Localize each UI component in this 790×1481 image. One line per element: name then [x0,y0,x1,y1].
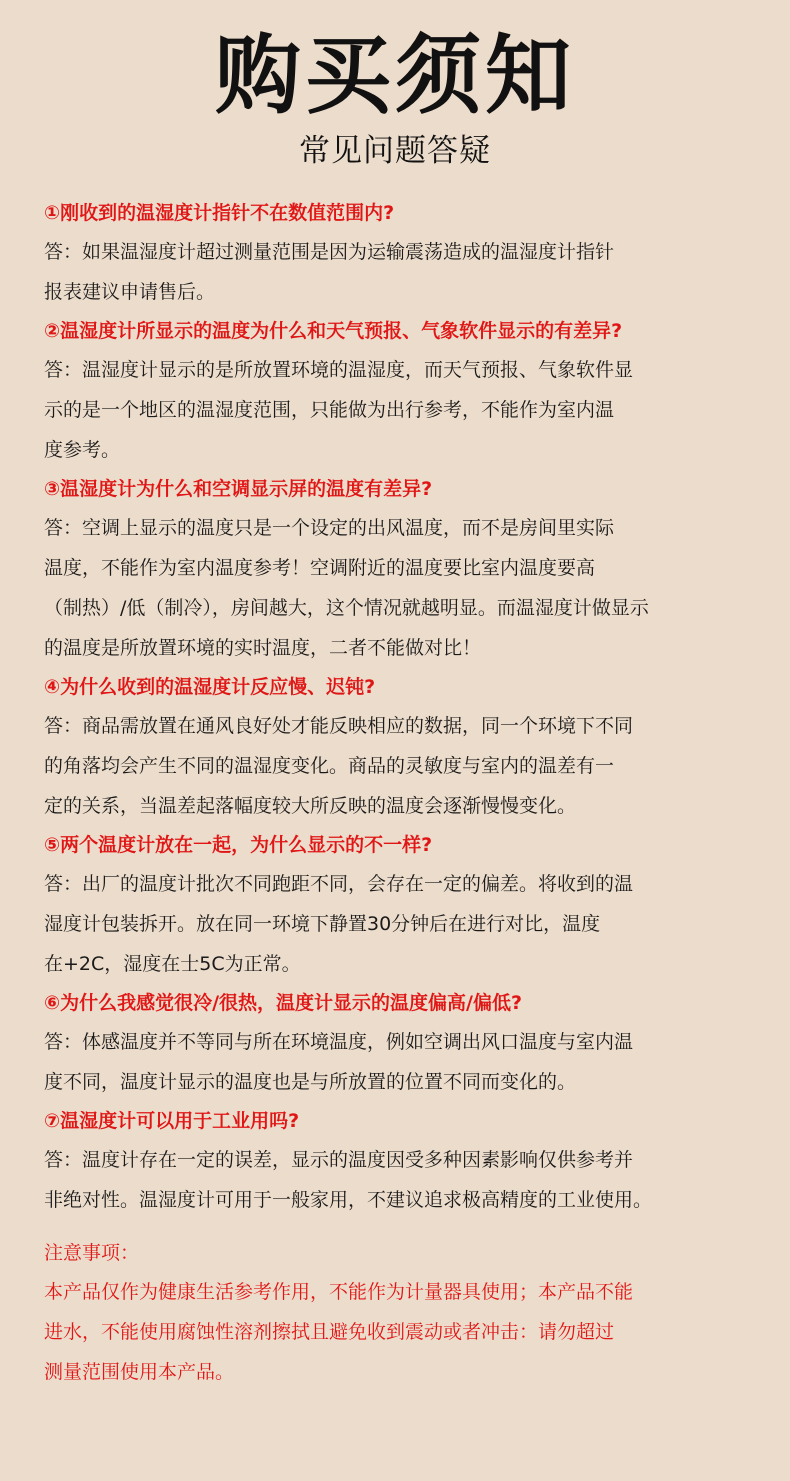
faq-answer [44,350,764,470]
faq-answer-line: 温度，不能作为室内温度参考！空调附近的温度要比室内温度要高 [44,557,596,579]
faq-answer [44,1140,764,1220]
faq-answer-line: 报表建议申请售后。 [44,281,216,303]
faq-answer [44,864,764,984]
notice-line: 测量范围使用本产品。 [44,1361,235,1383]
faq-answer-line: 非绝对性。温湿度计可用于一般家用，不建议追求极高精度的工业使用。 [44,1189,653,1211]
faq-answer-line: 在+2C，湿度在士5C为正常。 [44,953,301,975]
notice-line: 本产品仅作为健康生活参考作用，不能作为计量器具使用；本产品不能 [44,1281,634,1303]
faq-answer [44,508,764,668]
notice-body [44,1272,764,1392]
page-subtitle: 常见问题答疑 [299,133,491,169]
faq-answer-line: 答：空调上显示的温度只是一个设定的出风温度，而不是房间里实际 [44,517,615,539]
faq-answer-line: （制热）/低（制冷），房间越大，这个情况就越明显。而温湿度计做显示 [44,597,649,619]
faq-item [44,984,764,1102]
faq-item [44,194,764,312]
page-title: 购买须知 [215,26,575,126]
faq-answer-line: 示的是一个地区的温湿度范围，只能做为出行参考，不能作为室内温 [44,399,615,421]
faq-question: ⑦温湿度计可以用于工业用吗? [44,1110,300,1132]
faq-answer [44,232,764,312]
notice-section [44,1234,764,1392]
faq-answer-line: 答：商品需放置在通风良好处才能反映相应的数据，同一个环境下不同 [44,715,634,737]
faq-answer-line: 答：温度计存在一定的误差，显示的温度因受多种因素影响仅供参考并 [44,1149,634,1171]
faq-answer-line: 定的关系，当温差起落幅度较大所反映的温度会逐渐慢慢变化。 [44,795,577,817]
faq-question: ⑥为什么我感觉很冷/很热，温度计显示的温度偏高/偏低? [44,992,522,1014]
faq-answer [44,1022,764,1102]
faq-question: ⑤两个温度计放在一起，为什么显示的不一样? [44,834,433,856]
faq-question: ②温湿度计所显示的温度为什么和天气预报、气象软件显示的有差异? [44,320,623,342]
faq-answer-line: 的角落均会产生不同的温湿度变化。商品的灵敏度与室内的温差有一 [44,755,615,777]
faq-answer-line: 的温度是所放置环境的实时温度，二者不能做对比！ [44,637,482,659]
faq-answer-line: 湿度计包装拆开。放在同一环境下静置30分钟后在进行对比，温度 [44,913,601,935]
faq-answer [44,706,764,826]
faq-answer-line: 答：体感温度并不等同与所在环境温度，例如空调出风口温度与室内温 [44,1031,634,1053]
faq-item [44,312,764,470]
faq-question: ③温湿度计为什么和空调显示屏的温度有差异? [44,478,433,500]
faq-answer-line: 答：出厂的温度计批次不同跑距不同，会存在一定的偏差。将收到的温 [44,873,634,895]
faq-question: ①刚收到的温湿度计指针不在数值范围内? [44,202,395,224]
faq-answer-line: 答：温湿度计显示的是所放置环境的温湿度，而天气预报、气象软件显 [44,359,634,381]
faq-answer-line: 答：如果温湿度计超过测量范围是因为运输震荡造成的温湿度计指针 [44,241,615,263]
faq-question: ④为什么收到的温湿度计反应慢、迟钝? [44,676,376,698]
faq-item [44,668,764,826]
faq-answer-line: 度参考。 [44,439,121,461]
faq-item [44,826,764,984]
faq-item [44,1102,764,1220]
faq-item [44,470,764,668]
notice-heading: 注意事项： [44,1242,140,1264]
faq-list [44,194,764,1220]
notice-line: 进水，不能使用腐蚀性溶剂擦拭且避免收到震动或者冲击：请勿超过 [44,1321,615,1343]
faq-answer-line: 度不同，温度计显示的温度也是与所放置的位置不同而变化的。 [44,1071,577,1093]
